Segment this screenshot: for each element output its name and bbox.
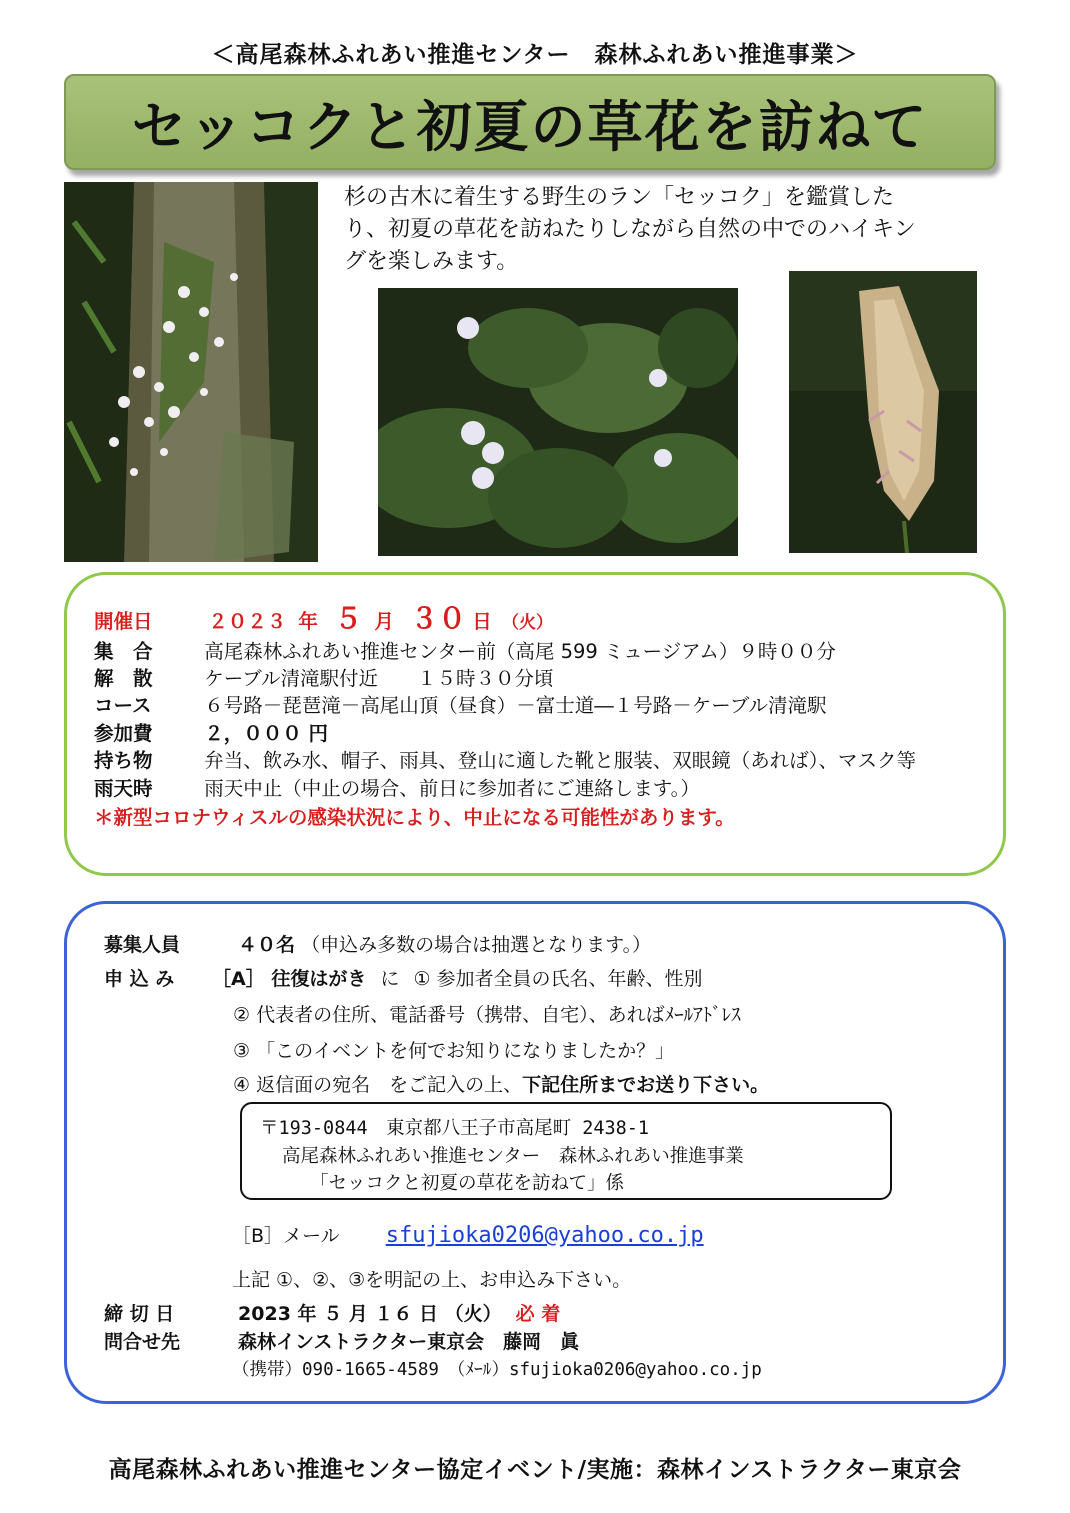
date-year-unit: 年: [298, 610, 318, 633]
address-line-2: 高尾森林ふれあい推進センター 森林ふれあい推進事業: [282, 1146, 744, 1167]
date-weekday: （火）: [502, 613, 554, 633]
course-value: ６号路－琵琶滝－高尾山頂（昼食）－富士道―１号路－ケーブル清滝駅: [204, 694, 827, 717]
fee-row: [94, 718, 328, 746]
apply-item-4-emphasis: 下記住所までお送り下さい。: [522, 1074, 770, 1096]
deadline-suffix: 必 着: [515, 1303, 561, 1325]
meet-row: [94, 636, 836, 664]
method-b-label: ［B］メール: [232, 1225, 340, 1247]
apply-item-2: ② 代表者の住所、電話番号（携帯、自宅）、あればﾒｰﾙｱﾄﾞﾚｽ: [233, 1004, 741, 1026]
apply-item-4-text: ④ 返信面の宛名 をご記入の上、: [233, 1074, 523, 1096]
covid-notice: ＊新型コロナウィスルの感染状況により、中止になる可能性があります。: [94, 806, 735, 829]
intro-line: グを楽しみます。: [344, 249, 519, 274]
intro-line: り、初夏の草花を訪ねたりしながら自然の中でのハイキン: [344, 217, 916, 242]
intro-line: 杉の古木に着生する野生のラン「セッコク」を鑑賞した: [344, 185, 895, 210]
header-line: ＜高尾森林ふれあい推進センター 森林ふれあい推進事業＞: [211, 42, 859, 68]
dismiss-value: ケーブル清滝駅付近 １５時３０分頃: [204, 667, 554, 690]
sekkoku-orchid-photo: [64, 182, 318, 562]
dismiss-row: [94, 663, 553, 691]
deadline-row: [104, 1299, 560, 1326]
apply-row: [104, 964, 703, 991]
items-row: [94, 745, 916, 773]
method-b-row: [232, 1221, 704, 1248]
items-value: 弁当、飲み水、帽子、雨具、登山に適した靴と服装、双眼鏡（あれば）、マスク等: [204, 749, 916, 772]
contact-row: [104, 1327, 579, 1354]
capacity-row: [104, 930, 651, 957]
apply-label: 申 込 み: [104, 968, 175, 990]
contact-value: 森林インストラクター東京会 藤岡 眞: [238, 1331, 580, 1353]
date-month-unit: 月: [374, 610, 394, 633]
contact-phone-email: （携帯）090-1665-4589 （ﾒｰﾙ）sfujioka0206@yahoo.co.jp: [232, 1360, 762, 1380]
event-date-row: [94, 597, 553, 637]
address-line-3: 「セッコクと初夏の草花を訪ねて」係: [310, 1173, 625, 1194]
capacity-value: ４０名: [238, 934, 296, 956]
date-label: 開催日: [94, 610, 153, 633]
date-year: ２０２３: [208, 610, 287, 633]
capacity-label: 募集人員: [104, 934, 181, 956]
items-label: 持ち物: [94, 749, 153, 772]
page-title: セッコクと初夏の草花を訪ねて: [131, 94, 929, 159]
orchid-bud-photo: [789, 271, 977, 553]
apply-item-1: ① 参加者全員の氏名、年齢、性別: [413, 968, 703, 990]
title-banner: [64, 74, 996, 170]
dismiss-label: 解 散: [94, 667, 153, 690]
apply-item-4: [233, 1070, 769, 1097]
date-day-unit: 日: [472, 610, 492, 633]
apply-method-a-suffix: に: [380, 968, 400, 990]
rain-value: 雨天中止（中止の場合、前日に参加者にご連絡します。）: [204, 777, 700, 800]
course-label: コース: [94, 694, 152, 717]
apply-item-3: ③ 「このイベントを何でお知りになりましたか？」: [233, 1040, 675, 1062]
meet-label: 集 合: [94, 640, 153, 663]
capacity-note: （申込み多数の場合は抽選となります。）: [301, 934, 652, 956]
rain-label: 雨天時: [94, 777, 153, 800]
date-month: ５: [334, 602, 363, 635]
course-row: [94, 690, 826, 718]
rain-row: [94, 773, 700, 801]
wildflower-photo: [378, 288, 738, 556]
apply-method-a: ［A］ 往復はがき: [212, 968, 367, 990]
application-email-link[interactable]: sfujioka0206@yahoo.co.jp: [385, 1223, 704, 1248]
date-day: ３０: [410, 602, 467, 635]
footer-text: 高尾森林ふれあい推進センター協定イベント/実施：森林インストラクター東京会: [108, 1457, 962, 1483]
fee-value: ２，０００ 円: [204, 722, 328, 745]
meet-value: 高尾森林ふれあい推進センター前（高尾 599 ミュージアム）９時００分: [204, 640, 836, 663]
intro-text: [344, 182, 1004, 278]
deadline-label: 締 切 日: [104, 1303, 175, 1325]
method-b-note: 上記 ①、②、③を明記の上、お申込み下さい。: [232, 1269, 632, 1291]
address-line-1: 〒193-0844 東京都八王子市高尾町 2438-1: [260, 1118, 650, 1139]
deadline-value: 2023 年 ５ 月 １６ 日 （火）: [238, 1303, 502, 1325]
fee-label: 参加費: [94, 722, 153, 745]
contact-label: 問合せ先: [104, 1331, 181, 1353]
